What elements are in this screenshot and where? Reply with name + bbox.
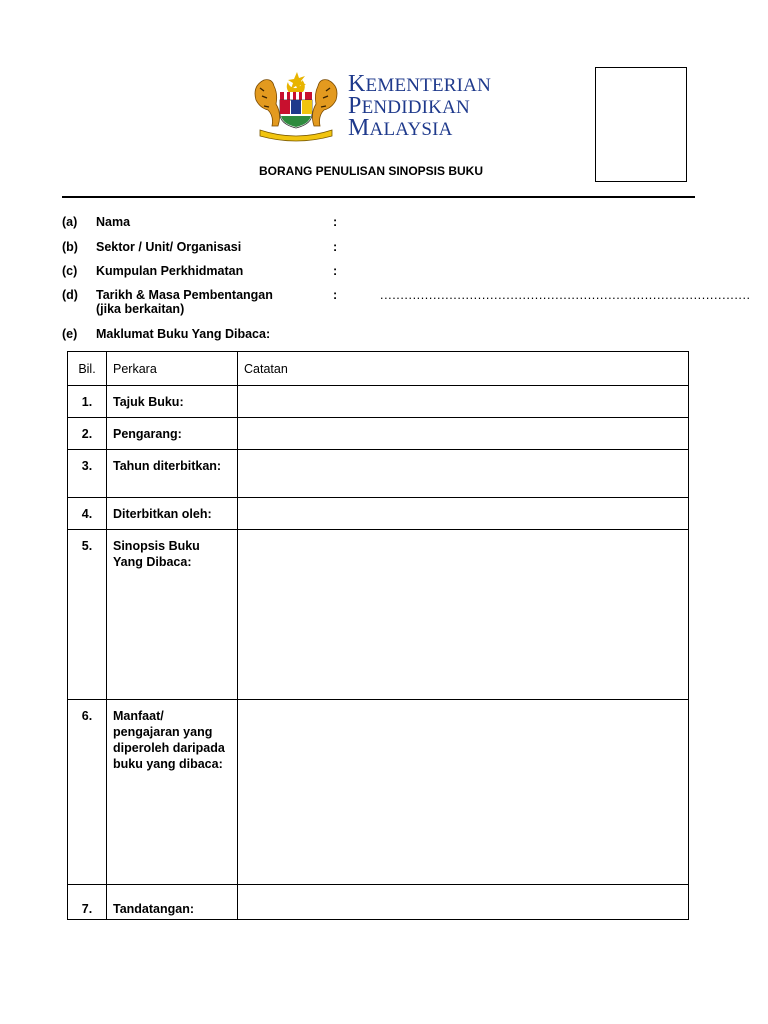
row-number: 3. [68,450,107,498]
row-catatan-cell[interactable] [238,418,689,450]
row-number: 4. [68,498,107,530]
field-colon: : [333,215,338,229]
row-catatan-cell[interactable] [238,885,689,920]
row-catatan-cell[interactable] [238,498,689,530]
row-perkara: Tandatangan: [107,885,238,920]
table-row [68,498,689,530]
row-catatan-cell[interactable] [238,450,689,498]
row-perkara: Tajuk Buku: [107,386,238,418]
field-label: Sektor / Unit/ Organisasi [96,240,242,254]
table-row [68,885,689,920]
row-perkara: Manfaat/ pengajaran yang diperoleh daripada buku yang dibaca: [107,700,238,885]
field-code: (a) [62,215,78,229]
ministry-name [348,71,492,141]
header-perkara: Perkara [107,352,238,386]
table-row [68,418,689,450]
field-label: Nama [96,215,131,229]
row-number: 1. [68,386,107,418]
row-perkara: Pengarang: [107,418,238,450]
field-code: (d) [62,288,78,302]
ministry-name-line2: PENDIDIKAN [348,93,470,119]
field-code: (b) [62,240,78,254]
header-catatan: Catatan [238,352,689,386]
table-row [68,386,689,418]
field-colon: : [333,264,338,278]
row-number: 5. [68,530,107,700]
header-bil: Bil. [68,352,107,386]
row-perkara: Tahun diterbitkan: [107,450,238,498]
field-label-main: Tarikh & Masa Pembentangan [96,288,273,302]
row-catatan-cell[interactable] [238,700,689,885]
row-number: 2. [68,418,107,450]
ministry-logo [250,70,530,142]
title-divider [62,196,695,198]
table-row [68,450,689,498]
row-catatan-cell[interactable] [238,530,689,700]
table-row [68,700,689,885]
field-label: Maklumat Buku Yang Dibaca: [96,327,271,341]
row-perkara: Sinopsis Buku Yang Dibaca: [107,530,238,700]
field-label [96,288,273,316]
row-number: 6. [68,700,107,885]
ministry-name-line1: KEMENTERIAN [348,71,492,97]
field-colon: : [333,240,338,254]
field-dotted-line: ........................................................................................... [380,288,751,302]
field-code: (c) [62,264,78,278]
field-label: Kumpulan Perkhidmatan [96,264,244,278]
row-number: 7. [68,885,107,920]
field-colon: : [333,288,338,302]
field-label-sub: (jika berkaitan) [96,302,185,316]
ministry-name-line3: MALAYSIA [348,115,453,141]
row-catatan-cell[interactable] [238,386,689,418]
table-header-row [68,352,689,386]
table-row [68,530,689,700]
form-title: BORANG PENULISAN SINOPSIS BUKU [258,164,484,178]
row-perkara: Diterbitkan oleh: [107,498,238,530]
field-code: (e) [62,327,78,341]
malaysia-coat-of-arms-icon [250,70,342,142]
book-info-table [67,351,689,920]
